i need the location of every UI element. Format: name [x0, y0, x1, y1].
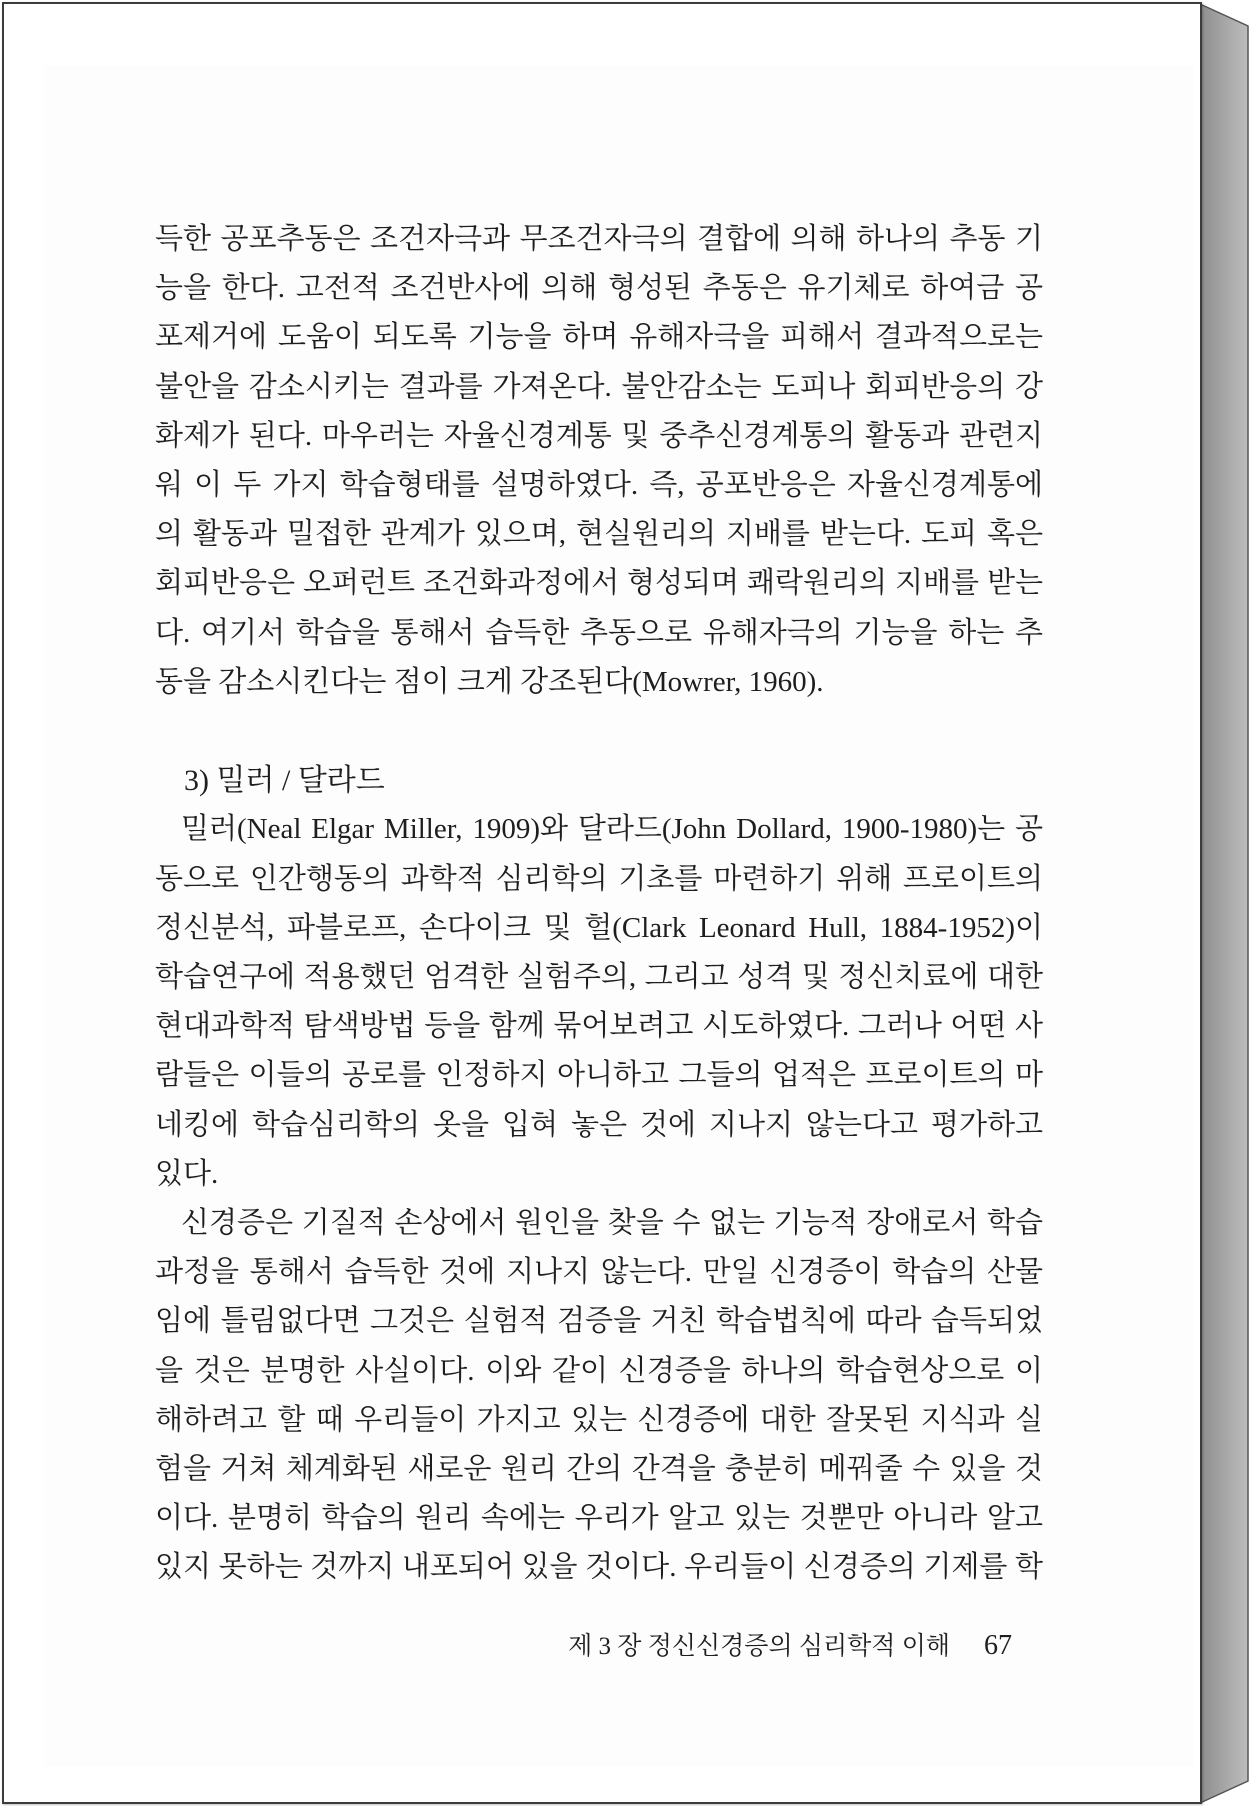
text-line: 람들은 이들의 공로를 인정하지 아니하고 그들의 업적은 프로이트의 마	[155, 1059, 1043, 1092]
text-line: 불안을 감소시키는 결과를 가져온다. 불안감소는 도피나 회피반응의 강	[155, 370, 1043, 403]
text-line: 다. 여기서 학습을 통해서 습득한 추동으로 유해자극의 기능을 하는 추	[155, 616, 1043, 649]
page-number: 67	[984, 1630, 1012, 1661]
text-line: 현대과학적 탐색방법 등을 함께 묶어보려고 시도하였다. 그러나 어떤 사	[155, 1010, 1043, 1043]
text-line: 이다. 분명히 학습의 원리 속에는 우리가 알고 있는 것뿐만 아니라 알고	[155, 1502, 1043, 1535]
text-line: 동을 감소시킨다는 점이 크게 강조된다(Mowrer, 1960).	[155, 665, 824, 698]
text-line: 포제거에 도움이 되도록 기능을 하며 유해자극을 피해서 결과적으로는	[155, 321, 1043, 354]
text-line: 워 이 두 가지 학습형태를 설명하였다. 즉, 공포반응은 자율신경계통에	[155, 469, 1043, 502]
text-line: 정신분석, 파블로프, 손다이크 및 헐(Clark Leonard Hull, 1884-1952)이	[155, 911, 1043, 944]
text-line: 있지 못하는 것까지 내포되어 있을 것이다. 우리들이 신경증의 기제를 학	[155, 1551, 1043, 1584]
text-line: 네킹에 학습심리학의 옷을 입혀 놓은 것에 지나지 않는다고 평가하고	[155, 1108, 1043, 1141]
section-heading: 3) 밀러 / 달라드	[184, 764, 385, 798]
paragraph	[155, 215, 1043, 707]
text-line: 해하려고 할 때 우리들이 가지고 있는 신경증에 대한 잘못된 지식과 실	[155, 1403, 1043, 1436]
text-line: 임에 틀림없다면 그것은 실험적 검증을 거친 학습법칙에 따라 습득되었	[155, 1305, 1043, 1338]
paragraph	[155, 1199, 1043, 1593]
running-head: 제 3 장 정신신경증의 심리학적 이해	[568, 1633, 950, 1660]
text-line: 회피반응은 오퍼런트 조건화과정에서 형성되며 쾌락원리의 지배를 받는	[155, 567, 1043, 600]
text-line: 을 것은 분명한 사실이다. 이와 같이 신경증을 하나의 학습현상으로 이	[155, 1354, 1043, 1387]
paragraph	[155, 805, 1043, 1199]
text-line: 능을 한다. 고전적 조건반사에 의해 형성된 추동은 유기체로 하여금 공	[155, 272, 1043, 305]
text-line: 밀러(Neal Elgar Miller, 1909)와 달라드(John Dollard, 1900-1980)는 공	[181, 813, 1043, 846]
text-line: 있다.	[155, 1157, 219, 1190]
text-line: 동으로 인간행동의 과학적 심리학의 기초를 마련하기 위해 프로이트의	[155, 862, 1043, 895]
text-line: 험을 거쳐 체계화된 새로운 원리 간의 간격을 충분히 메꿔줄 수 있을 것	[155, 1453, 1043, 1486]
page-body	[155, 215, 1043, 1593]
text-line: 득한 공포추동은 조건자극과 무조건자극의 결합에 의해 하나의 추동 기	[155, 223, 1043, 255]
text-line: 화제가 된다. 마우러는 자율신경계통 및 중추신경계통의 활동과 관련지	[155, 419, 1043, 452]
text-line: 학습연구에 적용했던 엄격한 실험주의, 그리고 성격 및 정신치료에 대한	[155, 961, 1043, 994]
text-line: 과정을 통해서 습득한 것에 지나지 않는다. 만일 신경증이 학습의 산물	[155, 1256, 1043, 1289]
book-thickness-edge	[1200, 4, 1248, 1803]
text-line: 신경증은 기질적 손상에서 원인을 찾을 수 없는 기능적 장애로서 학습	[181, 1207, 1043, 1240]
text-line: 의 활동과 밀접한 관계가 있으며, 현실원리의 지배를 받는다. 도피 혹은	[155, 518, 1043, 551]
